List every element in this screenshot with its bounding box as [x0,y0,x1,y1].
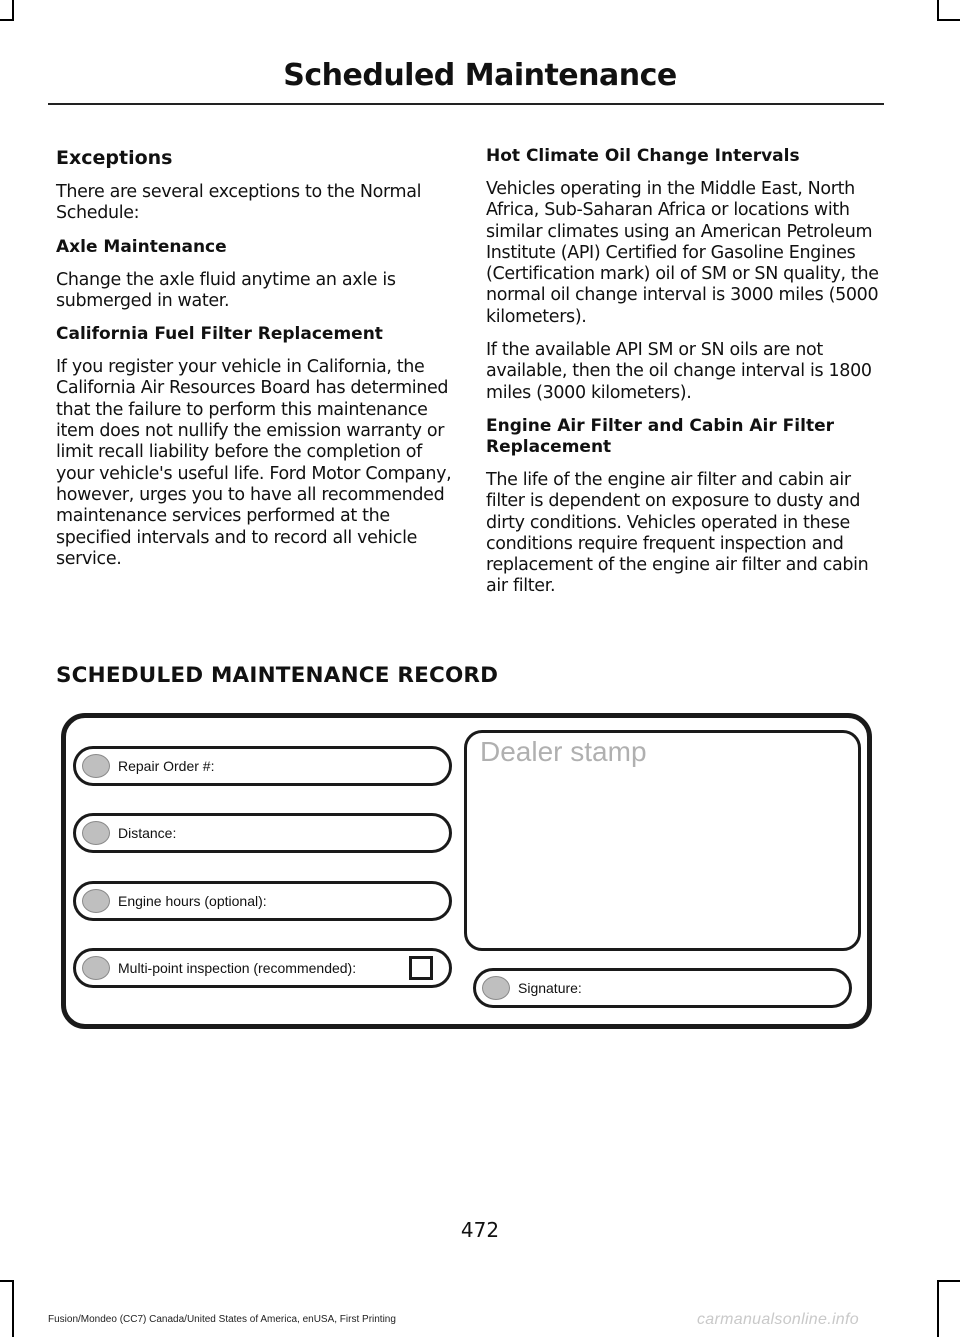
crop-mark [0,19,14,21]
crop-mark [937,1280,960,1282]
dealer-stamp-label: Dealer stamp [480,736,647,767]
axle-heading: Axle Maintenance [56,236,227,257]
exceptions-heading: Exceptions [56,147,173,169]
distance-label: Distance: [118,825,177,841]
edition-footer: Fusion/Mondeo (CC7) Canada/United States of America, enUSA, First Printing [48,1314,396,1325]
signature-field[interactable] [473,968,852,1008]
page-title: Scheduled Maintenance [283,58,677,93]
exceptions-text: There are several exceptions to the Normal Schedule: [56,182,422,224]
engine-hours-field[interactable] [73,881,452,921]
repair-order-field[interactable] [73,746,452,786]
engine-hours-label: Engine hours (optional): [118,893,267,909]
crop-mark [12,1280,14,1337]
site-watermark: carmanualsonline.info [697,1311,859,1328]
distance-field[interactable] [73,813,452,853]
right-column [486,146,882,610]
hot-climate-text: Vehicles operating in the Middle East, North Africa, Sub-Saharan Africa or locations with similar climates using an American Petroleum Institute (API) Certified for Gasoline Engines (Certification mark) oil of SM or SN quality, the normal oil change interval is 3000 miles (5000 kilometers). [486,179,879,327]
api-oil-text: If the available API SM or SN oils are not available, then the oil change interval is 1800 miles (3000 kilometers). [486,340,872,403]
crop-mark [937,0,939,20]
air-filter-heading: Engine Air Filter and Cabin Air Filter Replacement [486,415,834,457]
left-column [56,146,452,582]
hot-climate-heading: Hot Climate Oil Change Intervals [486,146,800,166]
circle-icon [82,889,110,913]
crop-mark [12,0,14,20]
dealer-stamp-box [464,730,861,951]
fuel-filter-heading: California Fuel Filter Replacement [56,324,383,345]
axle-text: Change the axle fluid anytime an axle is submerged in water. [56,269,396,311]
multipoint-inspection-label: Multi-point inspection (recommended): [118,960,357,976]
page-number: 472 [460,1218,500,1242]
inspection-checkbox[interactable] [409,956,433,980]
crop-mark [0,1280,14,1282]
maintenance-record-title: SCHEDULED MAINTENANCE RECORD [56,663,499,688]
crop-mark [937,1280,939,1337]
header-divider [48,103,884,105]
circle-icon [82,956,110,980]
fuel-filter-text: If you register your vehicle in California, the California Air Resources Board has determined that the failure to perform this maintenance item does not nullify the emission warranty or limit recall liability before the completion of your vehicle's useful life. Ford Motor Company, however, urges you to have all recommended maintenance services performed at the specified intervals and to record all vehicle service. [56,357,452,569]
signature-label: Signature: [518,980,582,996]
air-filter-text: The life of the engine air filter and cabin air filter is dependent on exposure to dusty and dirty conditions. Vehicles operated in these conditions require frequent inspection and replacement of the engine air filter and cabin air filter. [486,469,869,597]
circle-icon [82,754,110,778]
multipoint-inspection-field[interactable] [73,948,452,988]
circle-icon [82,821,110,845]
crop-mark [937,19,960,21]
circle-icon [482,976,510,1000]
repair-order-label: Repair Order #: [118,758,215,774]
